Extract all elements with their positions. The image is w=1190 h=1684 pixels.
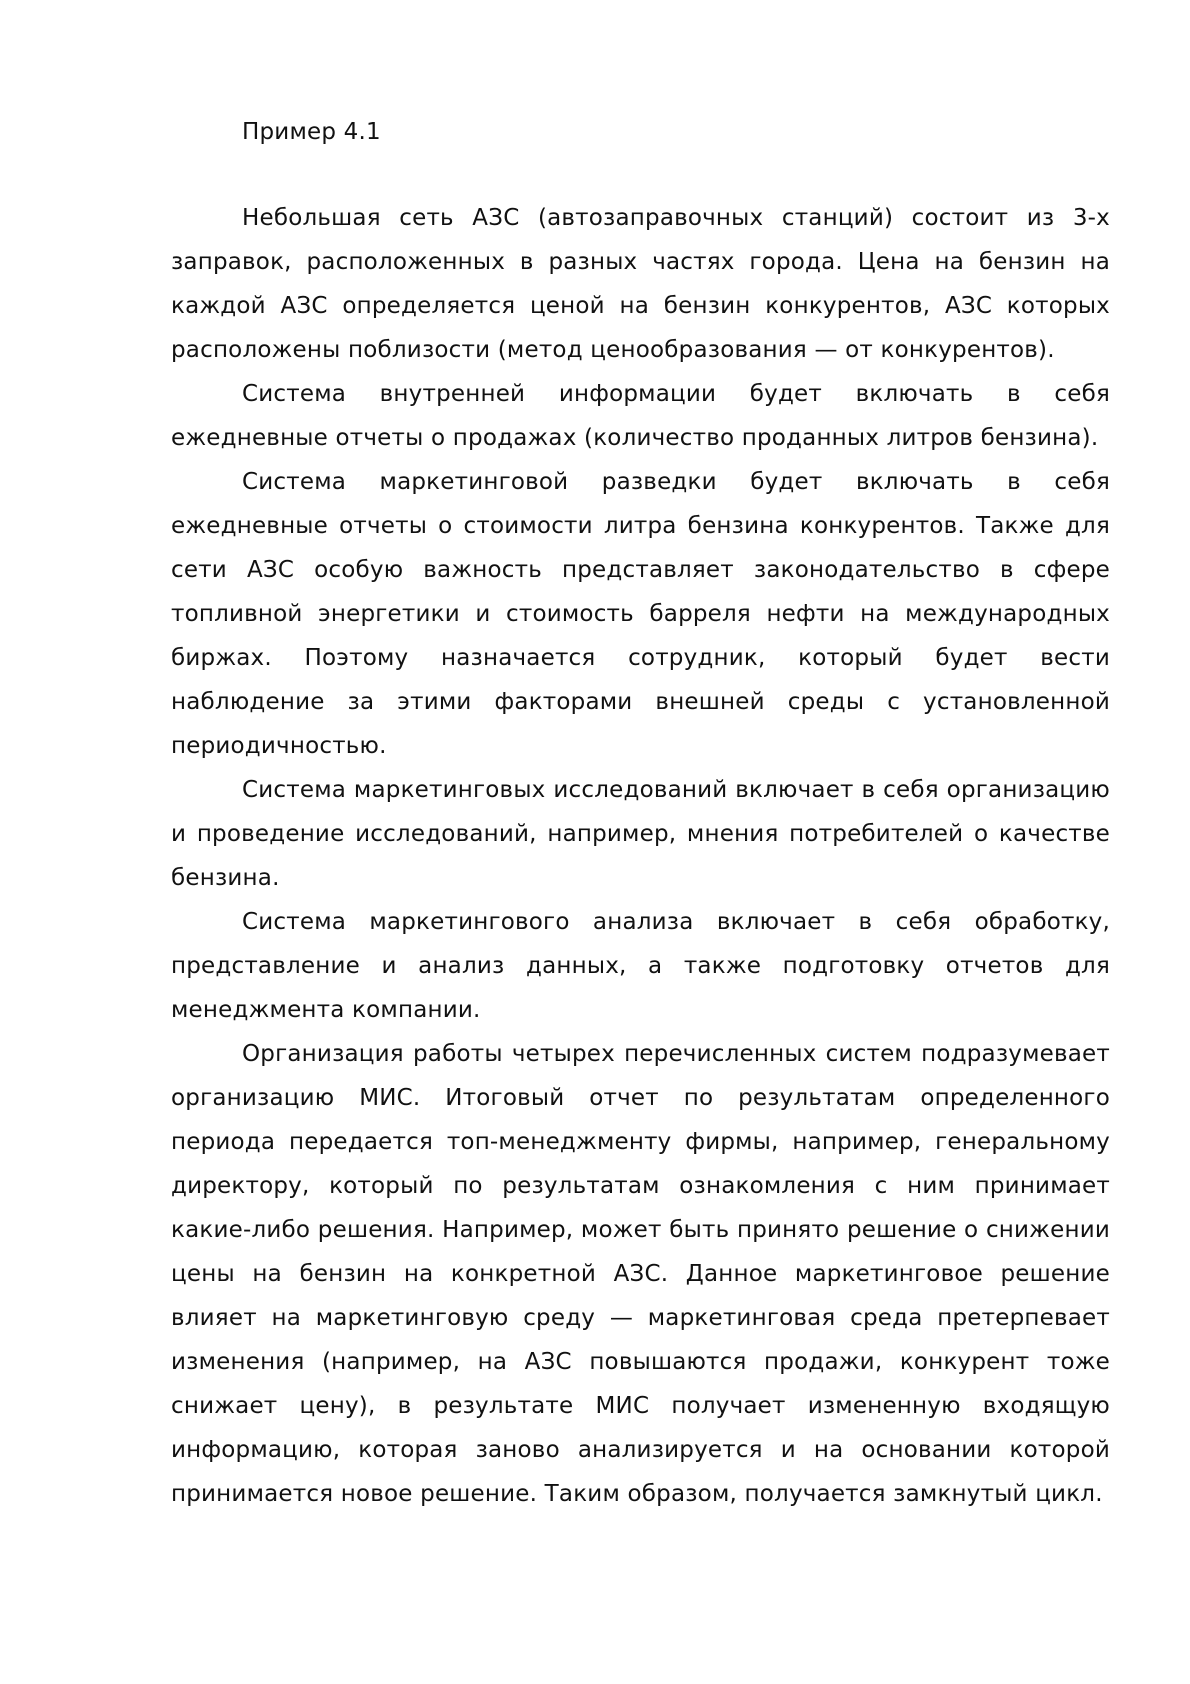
paragraph-marketing-analysis: Система маркетингового анализа включает в себя обработку, представление и анализ данных, а также подготовку отчетов для менеджмента компании. [171, 909, 1110, 1023]
paragraph-marketing-research: Система маркетинговых исследований включает в себя организацию и проведение исследований, например, мнения потребителей о качестве бензина. [171, 777, 1110, 891]
paragraph-gas-station-network: Небольшая сеть АЗС (автозаправочных станций) состоит из 3-х заправок, расположенных в разных частях города. Цена на бензин на каждой АЗС определяется ценой на бензин конкурентов, АЗС которых расположены поблизости (метод ценообразования — от конкурентов). [171, 205, 1110, 363]
paragraph-marketing-intelligence: Система маркетинговой разведки будет включать в себя ежедневные отчеты о стоимости литра бензина конкурентов. Также для сети АЗС особую важность представляет законодательство в сфере топливной энергетики и стоимость барреля нефти на международных биржах. Поэтому назначается сотрудник, который будет вести наблюдение за этими факторами внешней среды с установленной периодичностью. [171, 469, 1110, 759]
example-heading: Пример 4.1 [242, 119, 381, 145]
paragraph-mis-organization: Организация работы четырех перечисленных систем подразумевает организацию МИС. Итоговый отчет по результатам определенного периода передается топ-менеджменту фирмы, например, генеральному директору, который по результатам ознакомления с ним принимает какие-либо решения. Например, может быть принято решение о снижении цены на бензин на конкретной АЗС. Данное маркетинговое решение влияет на маркетинговую среду — маркетинговая среда претерпевает изменения (например, на АЗС повышаются продажи, конкурент тоже снижает цену), в результате МИС получает измененную входящую информацию, которая заново анализируется и на основании которой принимается новое решение. Таким образом, получается замкнутый цикл. [171, 1041, 1110, 1507]
paragraph-internal-information: Система внутренней информации будет включать в себя ежедневные отчеты о продажах (количество проданных литров бензина). [171, 381, 1110, 451]
document-body [171, 196, 1110, 1516]
